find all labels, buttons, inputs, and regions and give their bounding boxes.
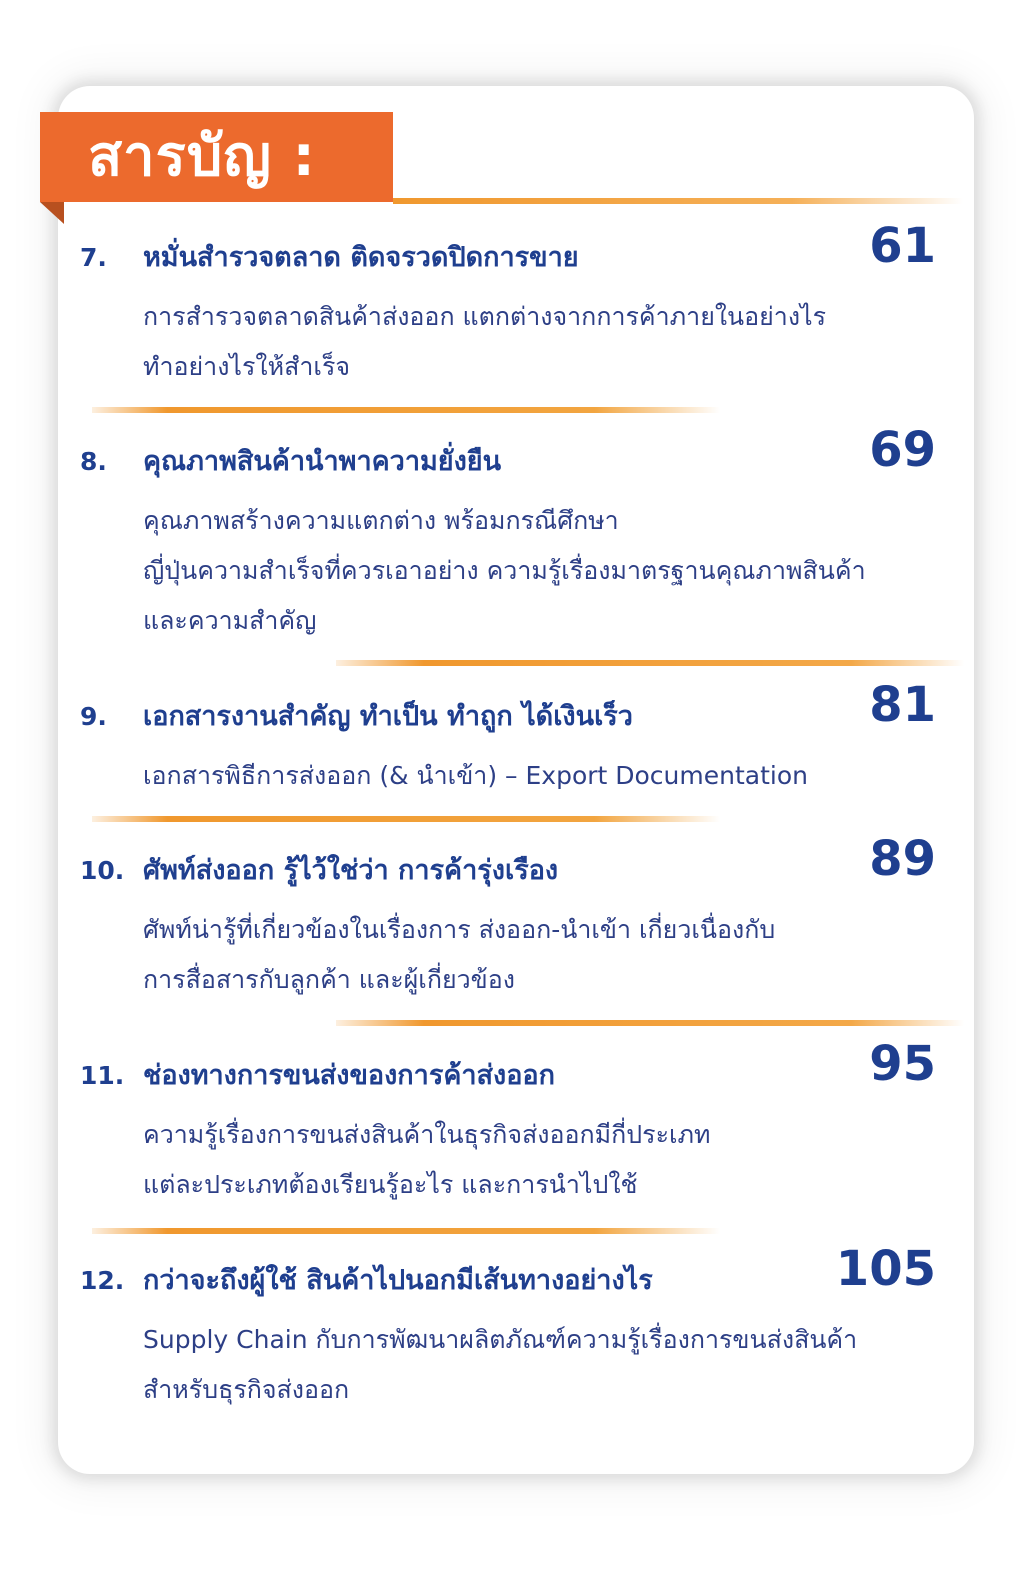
entry-page-number: 95 (869, 1036, 936, 1092)
entry-title[interactable]: กว่าจะถึงผู้ใช้ สินค้าไปนอกมีเส้นทางอย่างไร (143, 1265, 653, 1296)
entry-description (143, 292, 943, 392)
section-divider (92, 407, 720, 413)
entry-description-line: แต่ละประเภทต้องเรียนรู้อะไร และการนำไปใช้ (143, 1170, 638, 1199)
entry-description-line: เอกสารพิธีการส่งออก (& นำเข้า) – Export Documentation (143, 761, 808, 790)
entry-number: 7. (80, 243, 107, 272)
entry-title[interactable]: เอกสารงานสำคัญ ทำเป็น ทำถูก ได้เงินเร็ว (143, 701, 633, 732)
section-divider (92, 1228, 720, 1234)
entry-page-number: 61 (869, 218, 936, 274)
entry-description-line: และความสำคัญ (143, 606, 317, 635)
section-divider (336, 1020, 964, 1026)
entry-number: 8. (80, 447, 107, 476)
toc-title: สารบัญ : (40, 112, 393, 202)
entry-title[interactable]: ช่องทางการขนส่งของการค้าส่งออก (143, 1060, 555, 1091)
entry-title[interactable]: คุณภาพสินค้านำพาความยั่งยืน (143, 446, 502, 477)
entry-number: 9. (80, 702, 107, 731)
banner-fold-decoration (40, 202, 64, 224)
entry-number: 11. (80, 1061, 125, 1090)
entry-description-line: คุณภาพสร้างความแตกต่าง พร้อมกรณีศึกษา (143, 506, 619, 535)
entry-description (143, 496, 943, 646)
entry-description-line: ทำอย่างไรให้สำเร็จ (143, 352, 351, 381)
entry-description-line: การสำรวจตลาดสินค้าส่งออก แตกต่างจากการค้าภายในอย่างไร (143, 302, 827, 331)
entry-description-line: สำหรับธุรกิจส่งออก (143, 1375, 350, 1404)
section-divider (336, 660, 964, 666)
entry-description-line: ศัพท์น่ารู้ที่เกี่ยวข้องในเรื่องการ ส่งออก-นำเข้า เกี่ยวเนื่องกับ (143, 915, 776, 944)
entry-description (143, 905, 943, 1005)
entry-title[interactable]: ศัพท์ส่งออก รู้ไว้ใช่ว่า การค้ารุ่งเรือง (143, 855, 559, 886)
title-underline (393, 198, 963, 204)
entry-description (143, 1110, 943, 1210)
entry-description (143, 751, 943, 801)
entry-page-number: 105 (835, 1241, 936, 1297)
entry-description-line: ญี่ปุ่นความสำเร็จที่ควรเอาอย่าง ความรู้เรื่องมาตรฐานคุณภาพสินค้า (143, 556, 866, 585)
entry-title[interactable]: หมั่นสำรวจตลาด ติดจรวดปิดการขาย (143, 242, 579, 273)
entry-number: 10. (80, 856, 125, 885)
entry-page-number: 81 (869, 677, 936, 733)
entry-page-number: 69 (869, 422, 936, 478)
entry-description-line: Supply Chain กับการพัฒนาผลิตภัณฑ์ความรู้เรื่องการขนส่งสินค้า (143, 1325, 858, 1354)
section-divider (92, 816, 720, 822)
entry-description-line: การสื่อสารกับลูกค้า และผู้เกี่ยวข้อง (143, 965, 515, 994)
entry-page-number: 89 (869, 831, 936, 887)
entry-description (143, 1315, 943, 1415)
entry-description-line: ความรู้เรื่องการขนส่งสินค้าในธุรกิจส่งออกมีกี่ประเภท (143, 1120, 711, 1149)
entry-number: 12. (80, 1266, 125, 1295)
